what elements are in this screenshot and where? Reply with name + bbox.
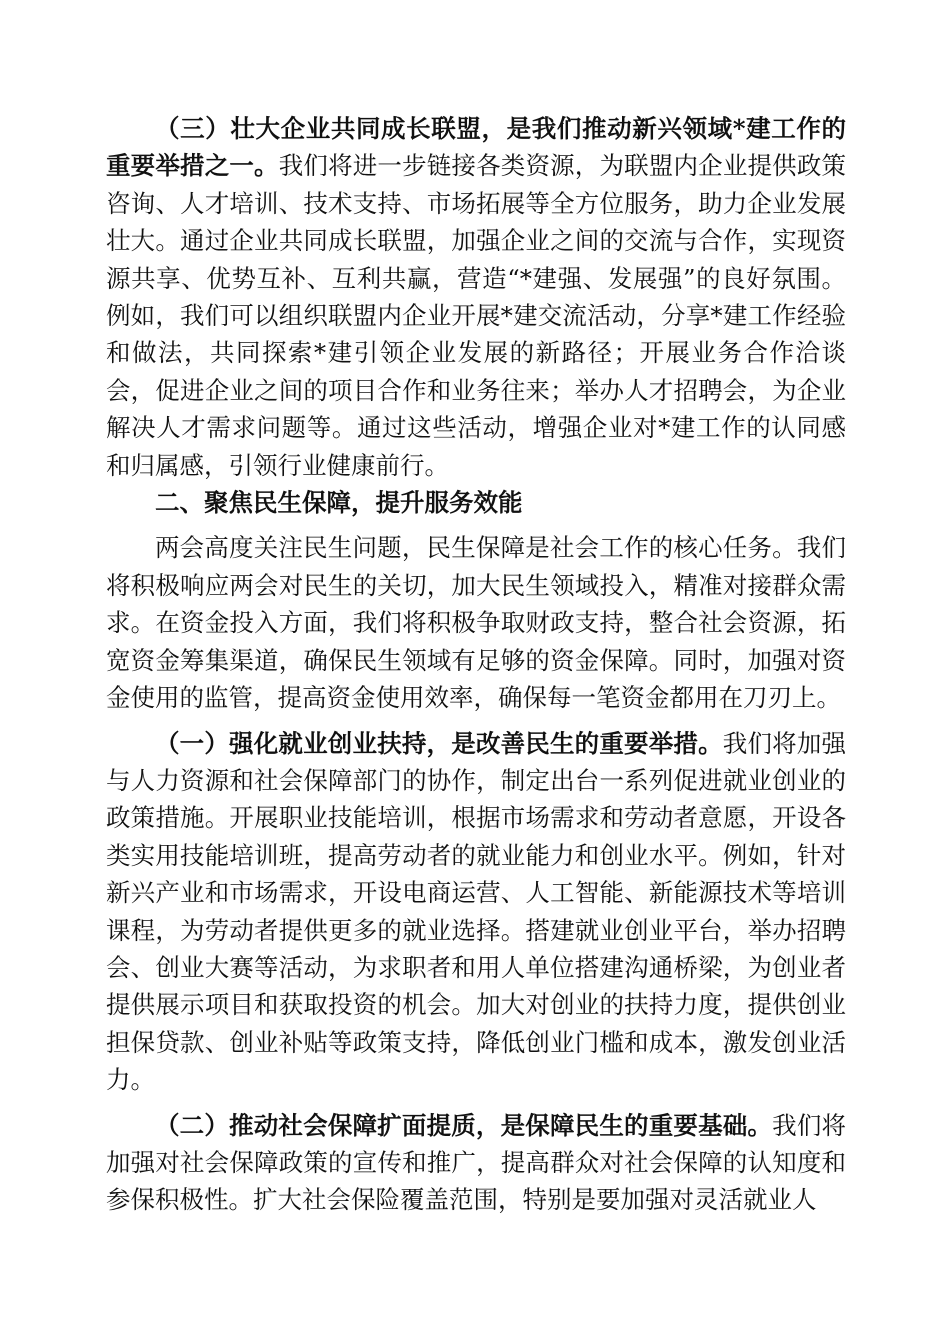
section-heading: 二、聚焦民生保障，提升服务效能 — [155, 488, 523, 518]
paragraph-alliance — [106, 110, 846, 484]
paragraph-lead: （二）推动社会保障扩面提质，是保障民生的重要基础。 — [155, 1110, 773, 1140]
paragraph-social-security — [106, 1107, 846, 1219]
paragraph-body: 我们将加强与人力资源和社会保障部门的协作，制定出台一系列促进就业创业的政策措施。开展职业技能培训，根据市场需求和劳动者意愿，开设各类实用技能培训班，提高劳动者的就业能力和创业水平。例如，针对新兴产业和市场需求，开设电商运营、人工智能、新能源技术等培训课程，为劳动者提供更多的就业选择。搭建就业创业平台，举办招聘会、创业大赛等活动，为求职者和用人单位搭建沟通桥梁，为创业者提供展示项目和获取投资的机会。加大对创业的扶持力度，提供创业担保贷款、创业补贴等政策支持，降低创业门槛和成本，激发创业活力。 — [106, 728, 847, 1095]
paragraph-lead: （三）壮大企业共同成长联盟，是我们推动新兴领域*建工作的重要举措之一。 — [106, 114, 846, 181]
document-page — [106, 110, 846, 1219]
paragraph-body: 我们将进一步链接各类资源，为联盟内企业提供政策咨询、人才培训、技术支持、市场拓展等全方位服务，助力企业发展壮大。通过企业共同成长联盟，加强企业之间的交流与合作，实现资源共享、优势互补、互利共赢，营造“*建强、发展强”的良好氛围。例如，我们可以组织联盟内企业开展*建交流活动，分享*建工作经验和做法，共同探索*建引领企业发展的新路径；开展业务合作洽谈会，促进企业之间的项目合作和业务往来；举办人才招聘会，为企业解决人才需求问题等。通过这些活动，增强企业对*建工作的认同感和归属感，引领行业健康前行。 — [106, 151, 847, 480]
paragraph-livelihood — [106, 529, 846, 716]
paragraph-body: 我们将加强对社会保障政策的宣传和推广，提高群众对社会保障的认知度和参保积极性。扩大社会保险覆盖范围，特别是要加强对灵活就业人 — [106, 1110, 847, 1215]
paragraph-body: 两会高度关注民生问题，民生保障是社会工作的核心任务。我们将积极响应两会对民生的关切，加大民生领域投入，精准对接群众需求。在资金投入方面，我们将积极争取财政支持，整合社会资源，拓宽资金筹集渠道，确保民生领域有足够的资金保障。同时，加强对资金使用的监管，提高资金使用效率，确保每一笔资金都用在刀刃上。 — [106, 533, 846, 713]
paragraph-lead: （一）强化就业创业扶持，是改善民生的重要举措。 — [155, 728, 723, 758]
paragraph-employment — [106, 725, 846, 1099]
